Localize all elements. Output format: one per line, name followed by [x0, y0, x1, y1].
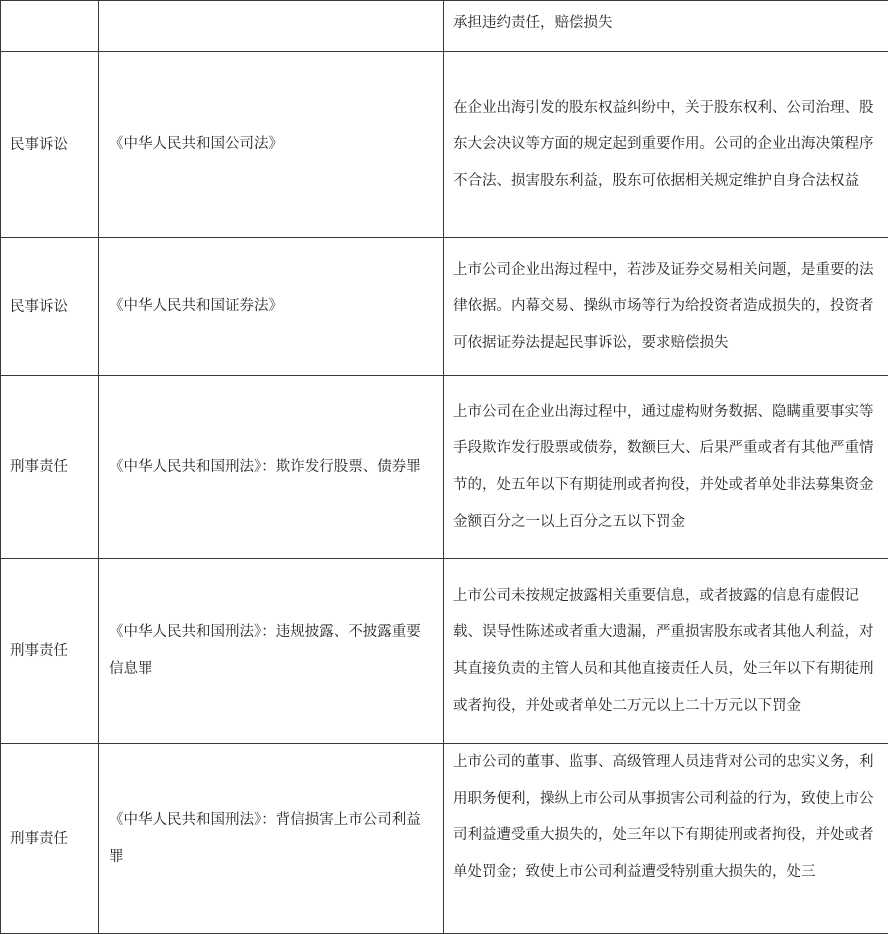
description-text: 上市公司企业出海过程中，若涉及证券交易相关问题，是重要的法律依据。内幕交易、操纵市场等行为给投资者造成损失的，投资者可依据证券法提起民事诉讼，要求赔偿损失 — [444, 252, 888, 362]
law-cell — [99, 559, 444, 744]
description-text: 承担违约责任，赔偿损失 — [444, 5, 888, 42]
description-text: 上市公司在企业出海过程中，通过虚构财务数据、隐瞒重要事实等手段欺诈发行股票或债券，数额巨大、后果严重或者有其他严重情节的，处五年以下有期徒刑或者拘役，并处或者单处非法募集资金金额百分之一以上百分之五以下罚金 — [444, 394, 888, 540]
liability-type-cell — [1, 52, 99, 238]
table-row — [1, 238, 888, 376]
description-text: 上市公司的董事、监事、高级管理人员违背对公司的忠实义务，利用职务便利，操纵上市公司从事损害公司利益的行为，致使上市公司利益遭受重大损失的，处三年以下有期徒刑或者拘役，并处或者单处罚金；致使上市公司利益遭受特别重大损失的，处三 — [444, 744, 888, 890]
table-row — [1, 52, 888, 238]
description-cell — [444, 376, 888, 559]
law-cell — [99, 376, 444, 559]
liability-type-cell — [1, 376, 99, 559]
law-name: 《中华人民共和国刑法》：欺诈发行股票、债券罪 — [99, 449, 443, 486]
table-row — [1, 1, 888, 52]
description-cell — [444, 238, 888, 376]
law-name: 《中华人民共和国公司法》 — [99, 126, 443, 163]
law-cell — [99, 52, 444, 238]
description-cell — [444, 1, 888, 52]
description-text: 上市公司未按规定披露相关重要信息，或者披露的信息有虚假记载、误导性陈述或者重大遗漏，严重损害股东或者其他人利益，对其直接负责的主管人员和其他直接责任人员，处三年以下有期徒刑或者拘役，并处或者单处二万元以上二十万元以下罚金 — [444, 578, 888, 724]
law-cell — [99, 744, 444, 934]
table-row — [1, 559, 888, 744]
liability-type-cell — [1, 1, 99, 52]
law-cell — [99, 1, 444, 52]
law-name: 《中华人民共和国刑法》：背信损害上市公司利益罪 — [99, 802, 443, 875]
liability-type: 刑事责任 — [1, 829, 98, 849]
description-cell — [444, 559, 888, 744]
table-row — [1, 376, 888, 559]
liability-type-cell — [1, 744, 99, 934]
liability-type: 民事诉讼 — [1, 135, 98, 155]
law-cell — [99, 238, 444, 376]
liability-type-cell — [1, 238, 99, 376]
law-name: 《中华人民共和国证券法》 — [99, 288, 443, 325]
liability-type: 刑事责任 — [1, 457, 98, 477]
liability-type-cell — [1, 559, 99, 744]
description-cell — [444, 52, 888, 238]
table-row — [1, 744, 888, 934]
law-name: 《中华人民共和国刑法》：违规披露、不披露重要信息罪 — [99, 614, 443, 687]
liability-type: 刑事责任 — [1, 641, 98, 661]
description-text: 在企业出海引发的股东权益纠纷中，关于股东权利、公司治理、股东大会决议等方面的规定起到重要作用。公司的企业出海决策程序不合法、损害股东利益，股东可依据相关规定维护自身合法权益 — [444, 90, 888, 200]
description-cell — [444, 744, 888, 934]
liability-type: 民事诉讼 — [1, 297, 98, 317]
